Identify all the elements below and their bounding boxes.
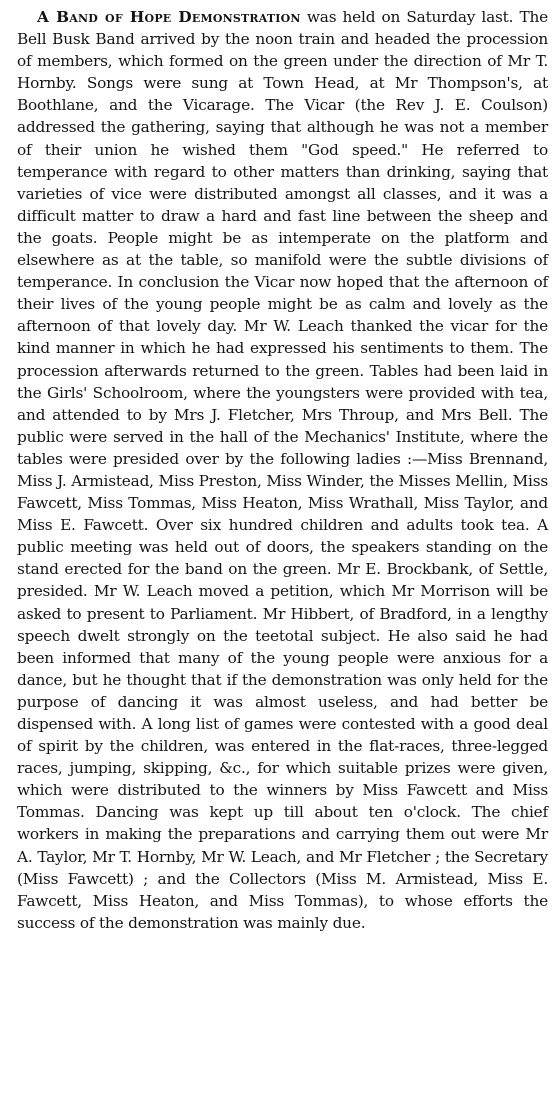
article-headline: A Band of Hope Demonstration [37,8,301,26]
article-paragraph [17,6,548,934]
article-body: was held on Saturday last. The Bell Busk Band arrived by the noon train and headed the procession of members, which formed on the green under the direction of Mr T. Hornby. Songs were sung at Town Head, at Mr Thompson's, at Boothlane, and the Vicarage. The Vicar (the Rev J. E. Coulson) addressed the gathering, saying that although he was not a member of their union he wished them "God speed." He referred to temperance with regard to other matters than drinking, saying that varieties of vice were distributed amongst all classes, and it was a difficult matter to draw a hard and fast line between the sheep and the goats. People might be as intemperate on the platform and elsewhere as at the table, so manifold were the subtle divisions of temperance. In conclusion the Vicar now hoped that the afternoon of their lives of the young people might be as calm and lovely as the afternoon of that lovely day. Mr W. Leach thanked the vicar for the kind manner in which he had expressed his sentiments to them. The procession afterwards returned to the green. Tables had been laid in the Girls' Schoolroom, where the youngsters were provided with tea, and attended to by Mrs J. Fletcher, Mrs Throup, and Mrs Bell. The public were served in the hall of the Mechanics' Institute, where the tables were presided over by the following ladies :—Miss Brennand, Miss J. Armistead, Miss Preston, Miss Winder, the Misses Mellin, Miss Fawcett, Miss Tommas, Miss Heaton, Miss Wrathall, Miss Taylor, and Miss E. Fawcett. Over six hundred children and adults took tea. A public meeting was held out of doors, the speakers standing on the stand erected for the band on the green. Mr E. Brockbank, of Settle, presided. Mr W. Leach moved a petition, which Mr Morrison will be asked to present to Parliament. Mr Hibbert, of Bradford, in a lengthy speech dwelt strongly on the teetotal subject. He also said he had been informed that many of the young people were anxious for a dance, but he thought that if the demonstration was only held for the purpose of dancing it was almost useless, and had better be dispensed with. A long list of games were contested with a good deal of spirit by the children, was entered in the flat-races, three-legged races, jumping, skipping, &c., for which suitable prizes were given, which were distributed to the winners by Miss Fawcett and Miss Tommas. Dancing was kept up till about ten o'clock. The chief workers in making the preparations and carrying them out were Mr A. Taylor, Mr T. Hornby, Mr W. Leach, and Mr Fletcher ; the Secretary (Miss Fawcett) ; and the Collectors (Miss M. Armistead, Miss E. Fawcett, Miss Heaton, and Miss Tommas), to whose efforts the success of the demonstration was mainly due. [17,8,548,932]
